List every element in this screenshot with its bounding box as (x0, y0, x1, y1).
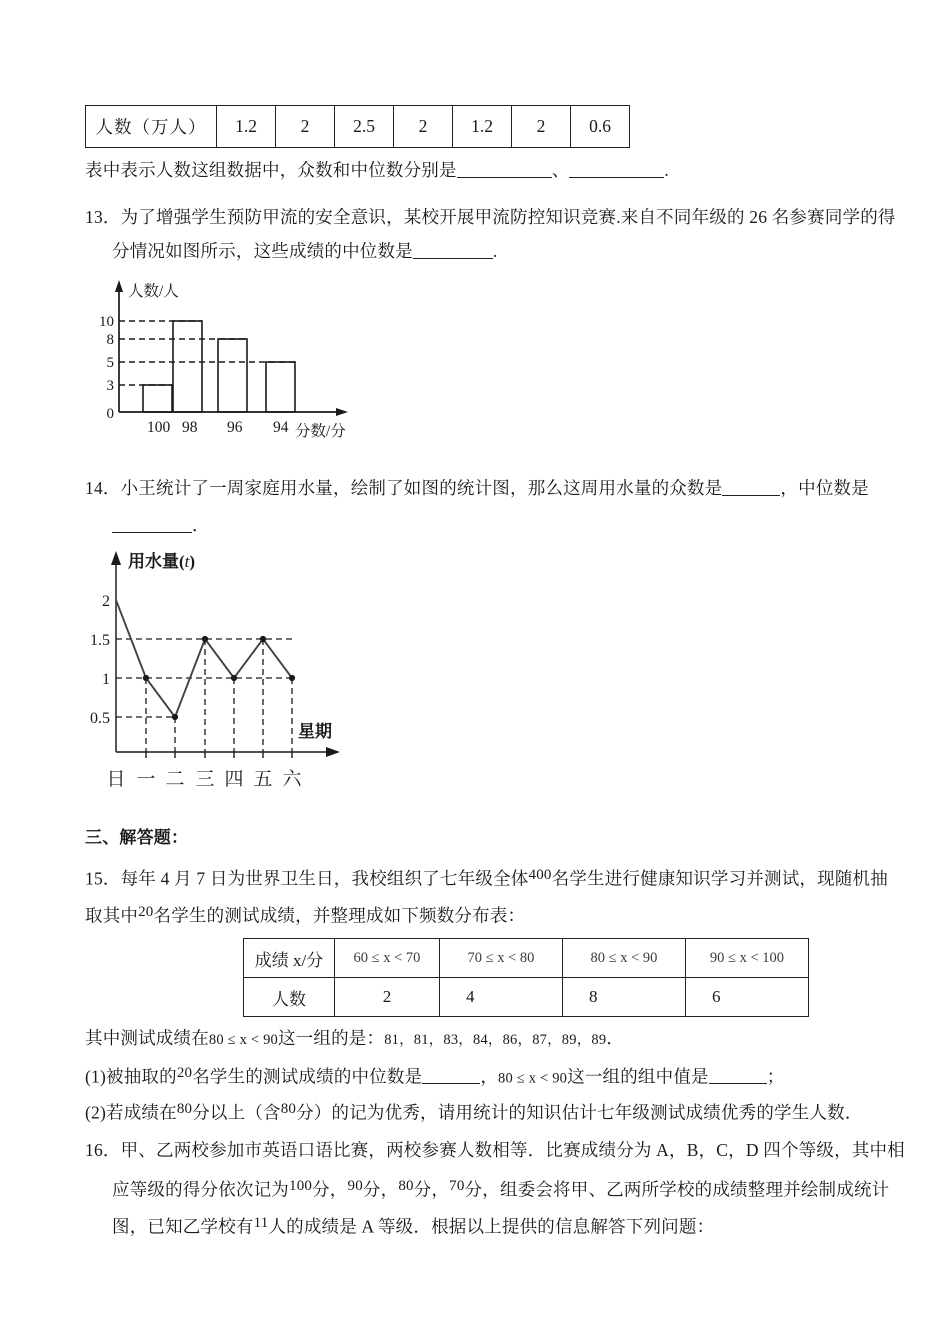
q15-after-b: 这一组的是： (278, 1028, 385, 1048)
q12-row-label: 人数（万人） (86, 106, 217, 148)
q15-after-end: ． (606, 1028, 625, 1048)
y-tick-10: 10 (99, 314, 114, 330)
bar-chart-svg (90, 272, 390, 452)
x-tick-mon: 一 (136, 769, 156, 790)
y-axis-arrow (115, 280, 123, 292)
x-tick-96: 96 (227, 419, 243, 436)
point-sat (289, 675, 295, 681)
point-mon (143, 675, 149, 681)
x-axis-label: 星期 (298, 722, 332, 741)
y-tick-0: 0 (106, 406, 114, 422)
q13-text-2: 分情况如图所示，这些成绩的中位数是 (112, 241, 413, 261)
q15-count-3: 6 (686, 978, 809, 1017)
q15-after-scores: 81，81，83，84，86，87，89，89 (384, 1032, 607, 1048)
point-fri (260, 636, 266, 642)
x-tick-tue: 二 (165, 769, 185, 790)
x-tick-sat: 六 (282, 769, 302, 790)
q16-text-1: 甲、乙两校参加市英语口语比赛，两校参赛人数相等．比赛成绩分为 A，B，C，D 四个等级，其中相 (120, 1140, 905, 1160)
q15-sub2-c: 分）的记为优秀，请用统计的知识估计七年级测试成绩优秀的学生人数． (296, 1102, 863, 1123)
q16-text-2e: 分，组委会将甲、乙两所学校的成绩整理并绘制成统计 (464, 1179, 890, 1200)
q15-sub1-blank-1[interactable] (422, 1083, 480, 1084)
q15-frequency-table (243, 938, 809, 1017)
q15-sub2-b: 分以上（含 (192, 1102, 281, 1123)
q16-line-3 (112, 1214, 714, 1237)
q15-text-1b: 名学生进行健康知识学习并测试，现随机抽 (551, 868, 888, 889)
q12-prompt (85, 160, 669, 181)
q16-sup-11: 11 (253, 1215, 269, 1231)
x-tick-100: 100 (147, 419, 171, 436)
q12-cell-5: 2 (512, 106, 571, 148)
q16-number: 16． (85, 1140, 121, 1160)
q14-text-1: 小王统计了一周家庭用水量，绘制了如图的统计图，那么这周用水量的众数是 (120, 478, 723, 498)
q13-number: 13． (85, 207, 121, 227)
x-tick-thu: 四 (224, 769, 244, 790)
table-row-header (244, 939, 809, 978)
x-tick-94: 94 (273, 419, 289, 436)
y-axis-label: 人数/人 (128, 283, 179, 300)
q12-cell-1: 2 (276, 106, 335, 148)
y-tick-0-5: 0.5 (90, 710, 110, 727)
q13-line-1 (85, 207, 896, 228)
q15-line-2 (85, 903, 525, 926)
q16-line-1 (85, 1140, 905, 1161)
section-3-heading: 三、解答题： (85, 828, 189, 847)
x-axis-arrow (336, 408, 348, 416)
q13-text-1: 为了增强学生预防甲流的安全意识，某校开展甲流防控知识竞赛.来自不同年级的 26 名参赛同学的得 (120, 207, 896, 227)
q15-sub-1 (85, 1064, 784, 1088)
q15-after-range: 80 ≤ x < 90 (208, 1032, 278, 1048)
q15-range-3: 90 ≤ x < 100 (686, 939, 809, 978)
q16-sup-70: 70 (449, 1178, 465, 1194)
data-polyline (116, 600, 292, 717)
q15-sub1-sup: 20 (176, 1065, 193, 1081)
q15-range-1: 70 ≤ x < 80 (440, 939, 563, 978)
q14-line-chart (70, 545, 410, 810)
q12-cell-4: 1.2 (453, 106, 512, 148)
bar-98 (173, 321, 202, 412)
q15-sub1-blank-2[interactable] (709, 1083, 767, 1084)
y-tick-3: 3 (106, 378, 114, 394)
q15-sub1-b: 名学生的测试成绩的中位数是 (192, 1066, 423, 1087)
q12-answer-blank-1[interactable] (457, 177, 552, 178)
q15-count-label: 人数 (244, 978, 335, 1017)
q13-line-2 (112, 241, 497, 262)
q15-sub1-end: ； (766, 1066, 785, 1087)
q12-answer-blank-2[interactable] (569, 177, 664, 178)
q12-data-table (85, 105, 630, 148)
x-axis-arrow (326, 747, 340, 757)
q12-cell-3: 2 (394, 106, 453, 148)
q15-count-0: 2 (335, 978, 440, 1017)
q15-count-1: 4 (440, 978, 563, 1017)
q16-text-3b: 人的成绩是 A 等级．根据以上提供的信息解答下列问题： (268, 1216, 715, 1237)
q15-number: 15． (85, 868, 121, 889)
q16-sup-100: 100 (289, 1178, 313, 1194)
q16-sup-90: 90 (347, 1178, 363, 1194)
q15-sup-20: 20 (138, 904, 154, 920)
q15-after-a: 其中测试成绩在 (85, 1028, 209, 1048)
q15-sub2-sup-2: 80 (280, 1101, 297, 1117)
q12-cell-2: 2.5 (335, 106, 394, 148)
bar-96 (218, 339, 247, 412)
q15-sub1-a: (1)被抽取的 (85, 1066, 177, 1087)
x-tick-fri: 五 (253, 769, 273, 790)
x-tick-sun: 日 (106, 769, 126, 790)
q16-line-2 (112, 1177, 889, 1200)
table-row (86, 106, 630, 148)
q14-line-1 (85, 478, 869, 499)
q15-text-2a: 取其中 (85, 905, 139, 926)
q16-text-2d: 分， (413, 1179, 450, 1200)
q15-sub2-sup-1: 80 (176, 1101, 193, 1117)
x-tick-98: 98 (182, 419, 198, 436)
x-axis-label: 分数/分 (295, 423, 346, 440)
q12-prompt-end: . (664, 160, 669, 180)
q15-header-label: 成绩 x/分 (244, 939, 335, 978)
q15-sub1-range: 80 ≤ x < 90 (498, 1070, 568, 1087)
q13-text-2-end: . (492, 241, 498, 261)
q12-prompt-text: 表中表示人数这组数据中，众数和中位数分别是 (85, 160, 457, 180)
q15-range-2: 80 ≤ x < 90 (563, 939, 686, 978)
q12-prompt-sep: 、 (551, 160, 570, 180)
y-tick-1-5: 1.5 (90, 632, 110, 649)
q14-line-2 (112, 515, 210, 536)
table-row-counts (244, 978, 809, 1017)
q15-sub1-d: 这一组的组中值是 (567, 1066, 709, 1087)
q16-text-2a: 应等级的得分依次记为 (112, 1179, 289, 1200)
q13-answer-blank[interactable] (413, 258, 493, 259)
q14-number: 14． (85, 478, 121, 498)
q14-text-3: ． (192, 515, 210, 535)
q14-answer-blank-2[interactable] (112, 532, 192, 533)
point-thu (231, 675, 237, 681)
x-tick-wed: 三 (195, 769, 215, 790)
bar-94 (266, 362, 295, 412)
y-tick-2: 2 (102, 593, 110, 610)
q12-cell-6: 0.6 (571, 106, 630, 148)
q15-sub-2 (85, 1100, 863, 1123)
q15-line-1 (85, 866, 888, 889)
y-tick-8: 8 (106, 332, 114, 348)
q15-scores-line (85, 1028, 624, 1049)
y-tick-5: 5 (106, 355, 114, 371)
q15-text-1a: 每年 4 月 7 日为世界卫生日，我校组织了七年级全体 (120, 868, 529, 889)
q15-range-0: 60 ≤ x < 70 (335, 939, 440, 978)
q15-sub1-c: ， (480, 1066, 499, 1087)
q15-sup-400: 400 (528, 867, 552, 883)
q16-text-2b: 分， (312, 1179, 348, 1200)
q16-text-2c: 分， (362, 1179, 399, 1200)
bar-100 (143, 385, 172, 412)
q14-text-2: ，中位数是 (780, 478, 869, 498)
point-wed (202, 636, 208, 642)
q15-text-2b: 名学生的测试成绩，并整理成如下频数分布表： (153, 905, 526, 926)
point-tue (172, 714, 178, 720)
q16-text-3a: 图，已知乙学校有 (112, 1216, 254, 1237)
q16-sup-80: 80 (398, 1178, 414, 1194)
y-axis-arrow (111, 551, 121, 565)
y-axis-label: 用水量(t) (128, 552, 196, 571)
line-chart-svg (70, 545, 410, 805)
q14-answer-blank-1[interactable] (722, 495, 780, 496)
q13-bar-chart (90, 272, 390, 457)
y-tick-1: 1 (102, 671, 110, 688)
q15-count-2: 8 (563, 978, 686, 1017)
q12-cell-0: 1.2 (217, 106, 276, 148)
q15-sub2-a: (2)若成绩在 (85, 1102, 177, 1123)
